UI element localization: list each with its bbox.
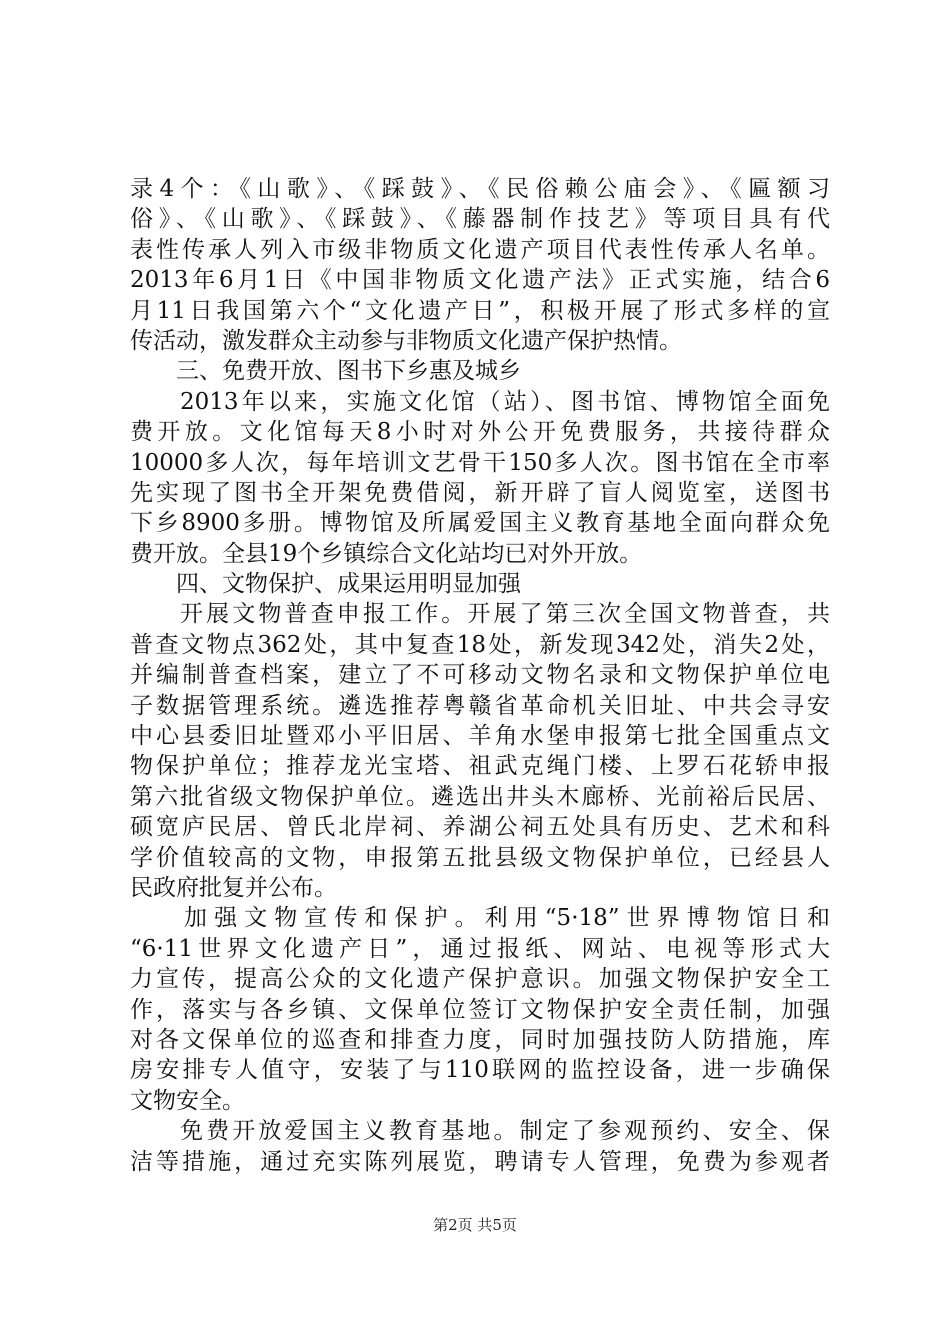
text-line: 文物安全。 — [130, 1087, 245, 1114]
text-line: 子数据管理系统。遴选推荐粤赣省革命机关旧址、中共会寻安 — [130, 692, 830, 719]
text-line: 房安排专人值守，安装了与110联网的监控设备，进一步确保 — [130, 1057, 830, 1084]
text-line: 学价值较高的文物，申报第五批县级文物保护单位，已经县人 — [130, 844, 830, 871]
text-line: 力宣传，提高公众的文化遗产保护意识。加强文物保护安全工 — [130, 966, 830, 993]
text-line: 先实现了图书全开架免费借阅，新开辟了盲人阅览室，送图书 — [130, 479, 830, 506]
text-line: 2013年6月1日《中国非物质文化遗产法》正式实施，结合6 — [130, 267, 830, 294]
text-line: 表性传承人列入市级非物质文化遗产项目代表性传承人名单。 — [130, 236, 830, 263]
text-line: 费开放。文化馆每天8小时对外公开免费服务，共接待群众 — [130, 419, 830, 446]
text-line: 下乡8900多册。博物馆及所属爱国主义教育基地全面向群众免 — [130, 510, 830, 537]
section-heading: 三、免费开放、图书下乡惠及城乡 — [176, 358, 521, 385]
section-heading: 四、文物保护、成果运用明显加强 — [176, 571, 521, 598]
text-line: 费开放。全县19个乡镇综合文化站均已对外开放。 — [130, 540, 643, 567]
text-line: “6·11世界文化遗产日”，通过报纸、网站、电视等形式大 — [130, 935, 830, 962]
text-line: 第六批省级文物保护单位。遴选出井头木廊桥、光前裕后民居、 — [130, 783, 830, 810]
text-line: 10000多人次，每年培训文艺骨干150多人次。图书馆在全市率 — [130, 449, 830, 476]
text-line: 硕宽庐民居、曾氏北岸祠、养湖公祠五处具有历史、艺术和科 — [130, 814, 830, 841]
text-line: 作，落实与各乡镇、文保单位签订文物保护安全责任制，加强 — [130, 996, 830, 1023]
document-body — [130, 174, 830, 1177]
text-line: 并编制普查档案，建立了不可移动文物名录和文物保护单位电 — [130, 662, 830, 689]
text-line: 免费开放爱国主义教育基地。制定了参观预约、安全、保 — [180, 1118, 830, 1145]
text-line: 中心县委旧址暨邓小平旧居、羊角水堡申报第七批全国重点文 — [130, 723, 830, 750]
page-number: 第2页 共5页 — [433, 1216, 517, 1234]
text-line: 俗》、《山歌》、《踩鼓》、《藤器制作技艺》等项目具有代 — [130, 206, 830, 233]
text-line: 物保护单位；推荐龙光宝塔、祖武克绳门楼、上罗石花轿申报 — [130, 753, 830, 780]
text-line: 对各文保单位的巡查和排查力度，同时加强技防人防措施，库 — [130, 1026, 830, 1053]
text-line: 月11日我国第六个“文化遗产日”，积极开展了形式多样的宣 — [130, 297, 830, 324]
text-line: 加强文物宣传和保护。利用“5·18”世界博物馆日和 — [184, 905, 830, 932]
text-line: 传活动，激发群众主动参与非物质文化遗产保护热情。 — [130, 327, 682, 354]
text-line: 开展文物普查申报工作。开展了第三次全国文物普查，共 — [180, 601, 830, 628]
text-line: 民政府批复并公布。 — [130, 874, 337, 901]
text-line: 2013年以来，实施文化馆（站）、图书馆、博物馆全面免 — [180, 388, 830, 415]
text-line: 洁等措施，通过充实陈列展览，聘请专人管理，免费为参观者 — [130, 1148, 830, 1175]
text-line: 普查文物点362处，其中复查18处，新发现342处，消失2处， — [130, 631, 830, 658]
text-line: 录4个：《山歌》、《踩鼓》、《民俗赖公庙会》、《匾额习 — [130, 176, 830, 202]
